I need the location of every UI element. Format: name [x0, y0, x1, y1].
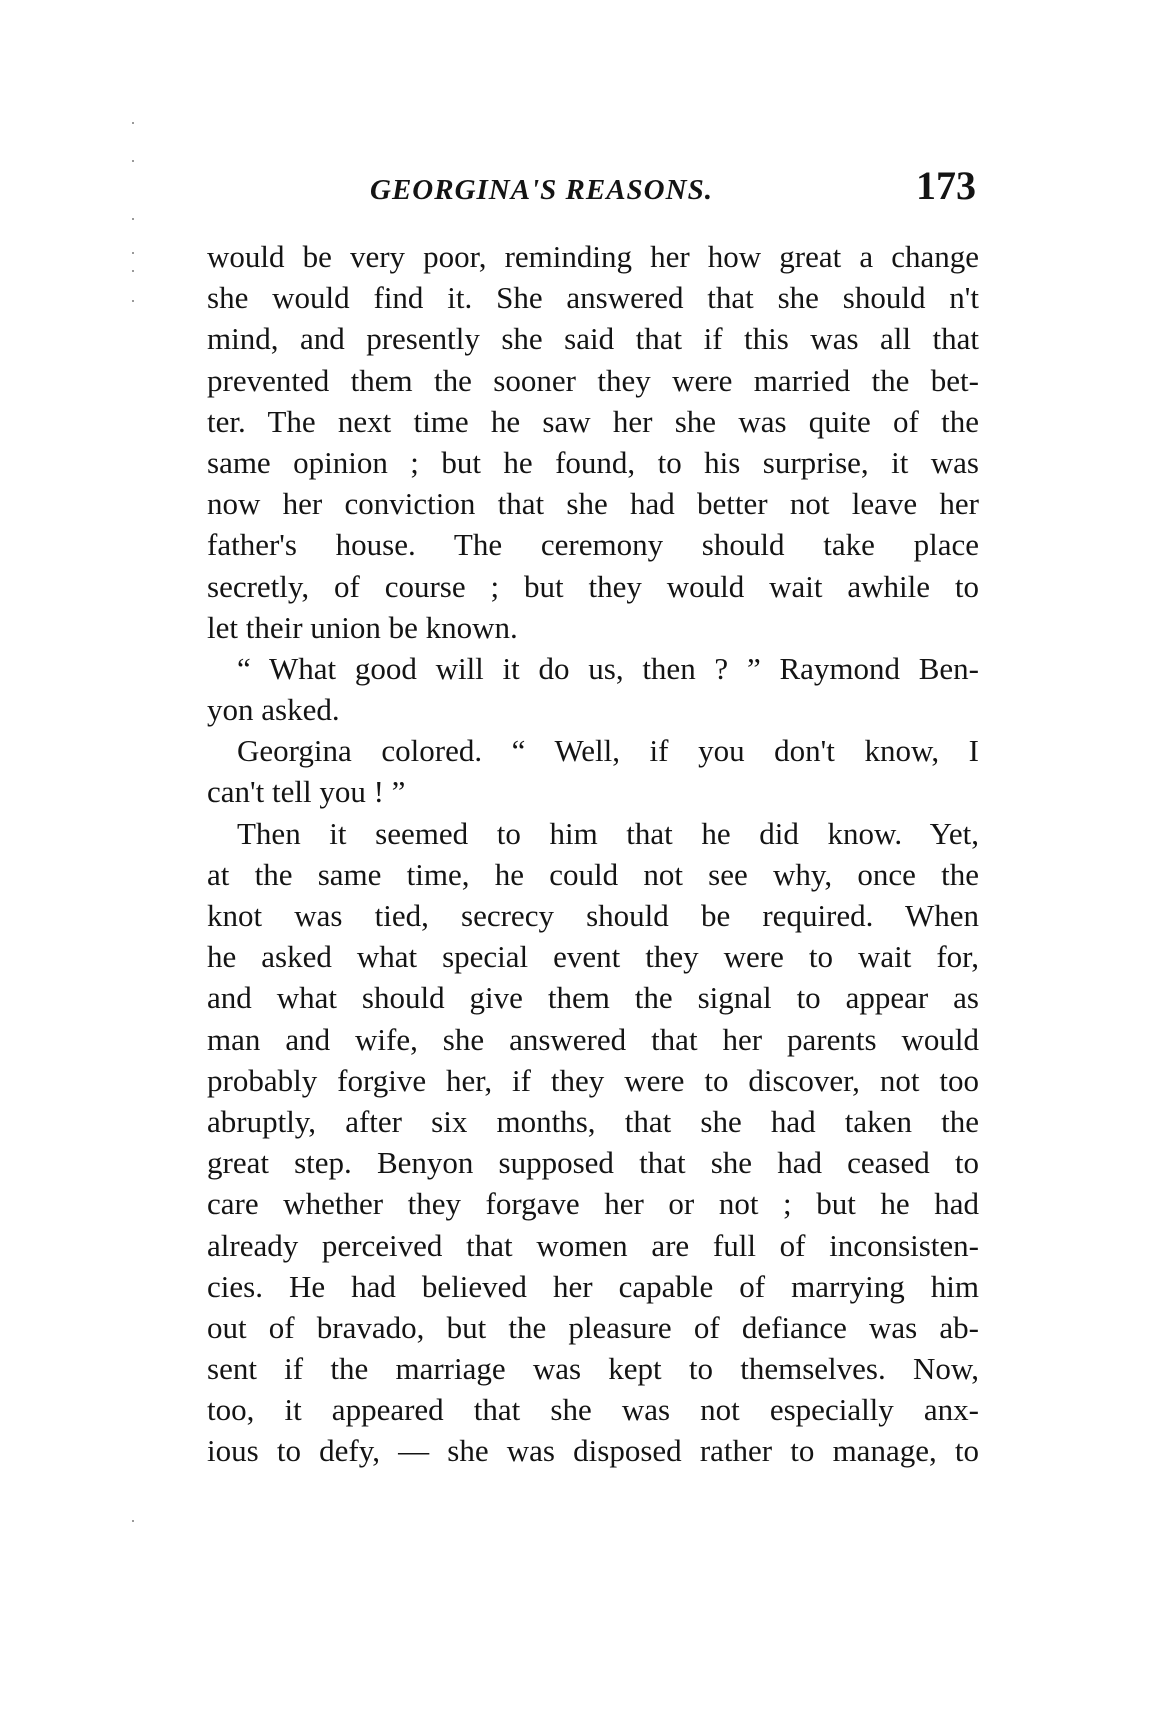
margin-speck	[132, 252, 134, 254]
page-number: 173	[916, 163, 976, 208]
text-line: too, it appeared that she was not especially anx-	[207, 1392, 979, 1428]
text-line: would be very poor, reminding her how great a change	[207, 239, 979, 274]
running-head	[200, 160, 980, 212]
text-line: mind, and presently she said that if this was all that	[207, 321, 979, 357]
text-line: she would find it. She answered that she should n't	[207, 280, 979, 316]
margin-speck	[132, 122, 134, 124]
text-line: out of bravado, but the pleasure of defiance was ab-	[207, 1309, 979, 1345]
text-line: sent if the marriage was kept to themselves. Now,	[207, 1351, 979, 1387]
text-line: secretly, of course ; but they would wait awhile to	[207, 568, 979, 604]
text-line: let their union be known.	[207, 609, 518, 645]
text-line: can't tell you ! ”	[207, 774, 406, 810]
text-line: ter. The next time he saw her she was quite of the	[207, 403, 979, 439]
margin-speck	[132, 300, 134, 302]
text-line: cies. He had believed her capable of marrying him	[207, 1268, 979, 1304]
text-line: ious to defy, — she was disposed rather to manage, to	[207, 1433, 979, 1469]
text-line: same opinion ; but he found, to his surprise, it was	[207, 444, 979, 480]
text-line: abruptly, after six months, that she had taken the	[207, 1103, 979, 1139]
text-line: now her conviction that she had better not leave her	[207, 486, 979, 522]
running-title: GEORGINA'S REASONS.	[370, 174, 713, 206]
text-line: Then it seemed to him that he did know. Yet,	[237, 815, 979, 851]
text-line: man and wife, she answered that her parents would	[207, 1021, 979, 1057]
text-line: already perceived that women are full of inconsisten-	[207, 1227, 979, 1263]
text-line: “ What good will it do us, then ? ” Raymond Ben-	[237, 650, 979, 686]
text-line: care whether they forgave her or not ; but he had	[207, 1186, 979, 1222]
text-line: father's house. The ceremony should take place	[207, 527, 979, 563]
body-text	[207, 236, 979, 1472]
text-line: yon asked.	[207, 692, 340, 728]
text-line: he asked what special event they were to wait for,	[207, 939, 979, 975]
margin-speck	[132, 218, 134, 220]
text-line: Georgina colored. “ Well, if you don't know, I	[237, 733, 979, 769]
text-line: great step. Benyon supposed that she had ceased to	[207, 1145, 979, 1181]
margin-speck	[132, 1520, 134, 1522]
text-line: at the same time, he could not see why, once the	[207, 856, 979, 892]
text-line: knot was tied, secrecy should be required. When	[207, 898, 979, 933]
margin-speck	[132, 160, 134, 162]
text-line: probably forgive her, if they were to discover, not too	[207, 1062, 979, 1098]
text-line: and what should give them the signal to appear as	[207, 980, 979, 1016]
text-line: prevented them the sooner they were married the bet-	[207, 362, 979, 398]
margin-speck	[132, 270, 134, 272]
